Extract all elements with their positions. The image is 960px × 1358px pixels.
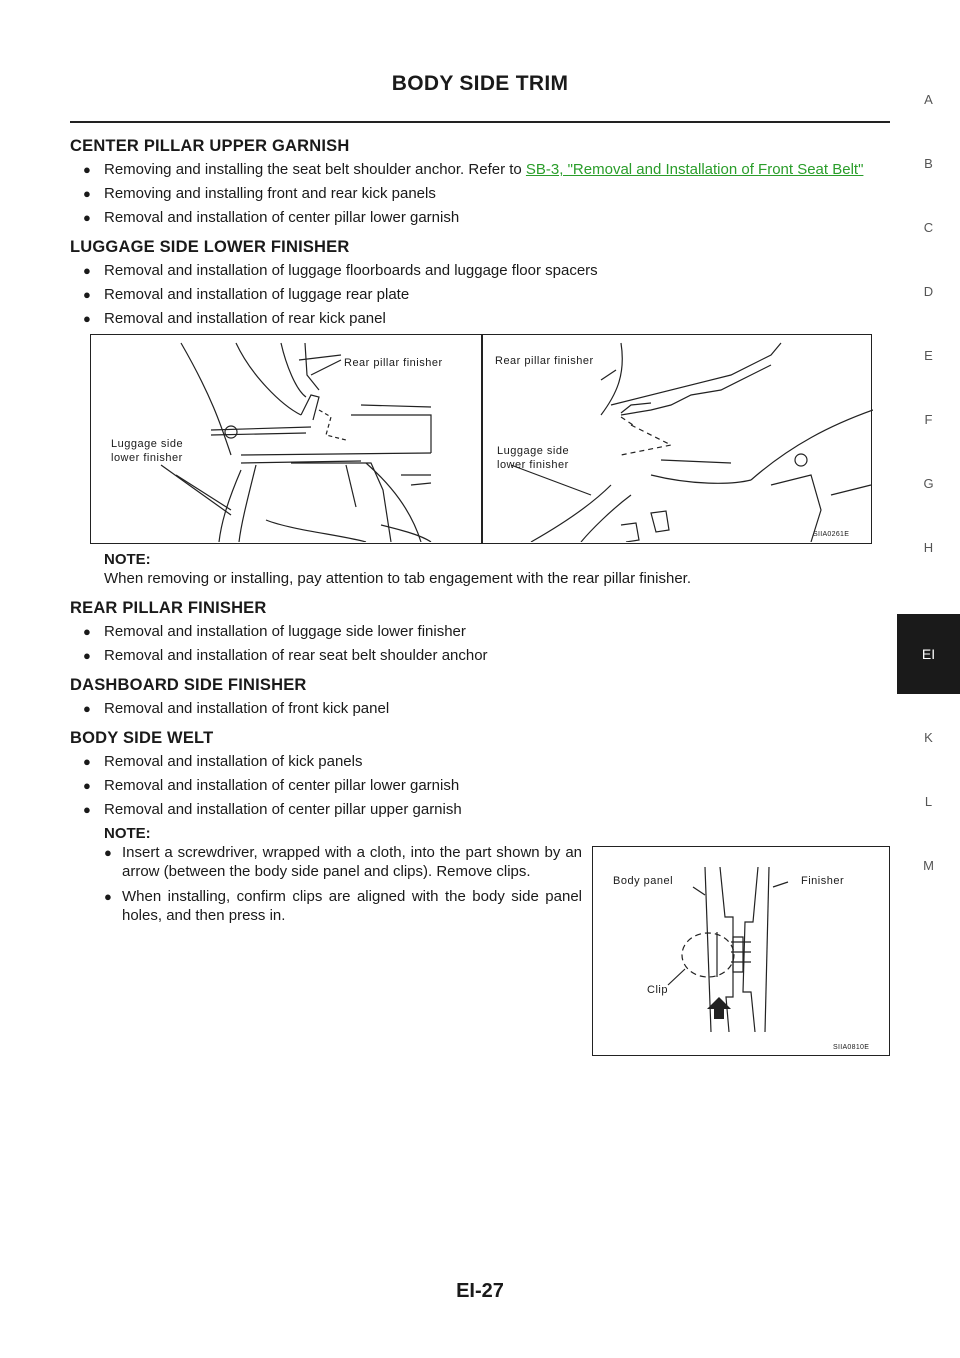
note-block-2 <box>104 824 582 925</box>
bullet-icon: ● <box>83 311 91 326</box>
bullet-icon: ● <box>83 210 91 225</box>
bullet-icon: ● <box>83 186 91 201</box>
list-item <box>70 261 890 280</box>
list-item <box>70 184 890 203</box>
label-finisher: Finisher <box>801 875 845 887</box>
label-rear-pillar-finisher-left: Rear pillar finisher <box>344 357 443 369</box>
figure-code: SIIA0810E <box>833 1044 870 1051</box>
section-heading-center-pillar: CENTER PILLAR UPPER GARNISH <box>70 137 350 155</box>
list-item <box>70 309 890 328</box>
side-index-g[interactable]: G <box>923 476 934 491</box>
title-rule <box>70 121 890 123</box>
bullet-icon: ● <box>83 648 91 663</box>
bullet-text: Removal and installation of luggage side lower finisher <box>104 623 466 640</box>
reference-link-seat-belt[interactable]: SB-3, "Removal and Installation of Front Seat Belt" <box>525 161 864 178</box>
figure-luggage-finisher <box>90 334 872 544</box>
label-body-panel: Body panel <box>613 875 674 887</box>
note-label: NOTE: <box>104 551 151 568</box>
side-index-d[interactable]: D <box>923 284 934 299</box>
side-index-active-tab[interactable] <box>897 614 960 694</box>
bullet-text: Removing and installing front and rear kick panels <box>104 185 436 202</box>
figure-body-side-welt <box>592 846 890 1056</box>
list-item <box>104 887 582 925</box>
bullet-text: Removal and installation of rear kick panel <box>104 310 386 327</box>
list-item <box>70 160 890 179</box>
page-number: EI-27 <box>456 1280 504 1302</box>
note-text: When removing or installing, pay attention to tab engagement with the rear pillar finisher. <box>104 570 691 587</box>
side-index-m[interactable]: M <box>923 858 934 873</box>
list-item <box>70 752 890 771</box>
note-block <box>104 550 890 588</box>
bullet-icon: ● <box>83 624 91 639</box>
section-heading-rear-pillar: REAR PILLAR FINISHER <box>70 599 267 617</box>
bullet-text: Removal and installation of kick panels <box>104 753 363 770</box>
page-title: BODY SIDE TRIM <box>391 72 569 95</box>
side-index-a[interactable]: A <box>924 92 933 107</box>
side-index-l[interactable]: L <box>924 794 933 809</box>
label-luggage-side-left-1: Luggage side <box>111 438 184 450</box>
list-item <box>104 843 582 881</box>
bullet-icon: ● <box>104 889 112 904</box>
bullet-text: Removal and installation of center pillar lower garnish <box>104 209 460 226</box>
list-item <box>70 285 890 304</box>
bullet-icon: ● <box>83 778 91 793</box>
bullet-icon: ● <box>83 263 91 278</box>
list-item <box>70 776 890 795</box>
bullet-text: Removal and installation of rear seat belt shoulder anchor <box>104 647 488 664</box>
list-item <box>70 800 890 819</box>
bullet-icon: ● <box>83 754 91 769</box>
bullet-text: Removal and installation of front kick panel <box>104 700 390 717</box>
side-index-c[interactable]: C <box>923 220 934 235</box>
label-clip: Clip <box>647 984 668 996</box>
label-luggage-side-left-2: lower finisher <box>111 452 183 464</box>
bullet-text: Removal and installation of center pillar lower garnish <box>104 777 460 794</box>
bullet-icon: ● <box>104 845 112 860</box>
bullet-text: Removal and installation of luggage rear plate <box>104 286 410 303</box>
list-item <box>70 622 890 641</box>
bullet-text: Removing and installing the seat belt shoulder anchor. Refer to <box>104 161 526 178</box>
bullet-text: Removal and installation of center pillar upper garnish <box>104 801 462 818</box>
bullet-icon: ● <box>83 287 91 302</box>
side-index-h[interactable]: H <box>923 540 934 555</box>
label-luggage-side-right-1: Luggage side <box>497 445 570 457</box>
section-heading-luggage-side: LUGGAGE SIDE LOWER FINISHER <box>70 238 350 256</box>
bullet-icon: ● <box>83 802 91 817</box>
side-index-active-label: EI <box>921 646 936 662</box>
figure-code: SIIA0261E <box>813 531 850 538</box>
bullet-text: Removal and installation of luggage floorboards and luggage floor spacers <box>104 262 598 279</box>
side-index-b[interactable]: B <box>924 156 933 171</box>
label-rear-pillar-finisher-right: Rear pillar finisher <box>495 355 594 367</box>
list-item <box>70 646 890 665</box>
list-item <box>70 208 890 227</box>
note-label: NOTE: <box>104 825 151 842</box>
side-index-k[interactable]: K <box>924 730 933 745</box>
section-heading-body-side-welt: BODY SIDE WELT <box>70 729 214 747</box>
main-content <box>70 126 890 1051</box>
figure-divider <box>481 335 483 543</box>
bullet-icon: ● <box>83 701 91 716</box>
side-index-f[interactable]: F <box>924 412 933 427</box>
side-index-e[interactable]: E <box>924 348 933 363</box>
bullet-icon: ● <box>83 162 91 177</box>
label-luggage-side-right-2: lower finisher <box>497 459 569 471</box>
bullet-text: Insert a screwdriver, wrapped with a cloth, into the part shown by an arrow (between the body side panel and clips). Remove clips. <box>122 844 582 880</box>
list-item <box>70 699 890 718</box>
section-heading-dashboard-side: DASHBOARD SIDE FINISHER <box>70 676 307 694</box>
bullet-text: When installing, confirm clips are aligned with the body side panel holes, and then press in. <box>122 888 582 924</box>
